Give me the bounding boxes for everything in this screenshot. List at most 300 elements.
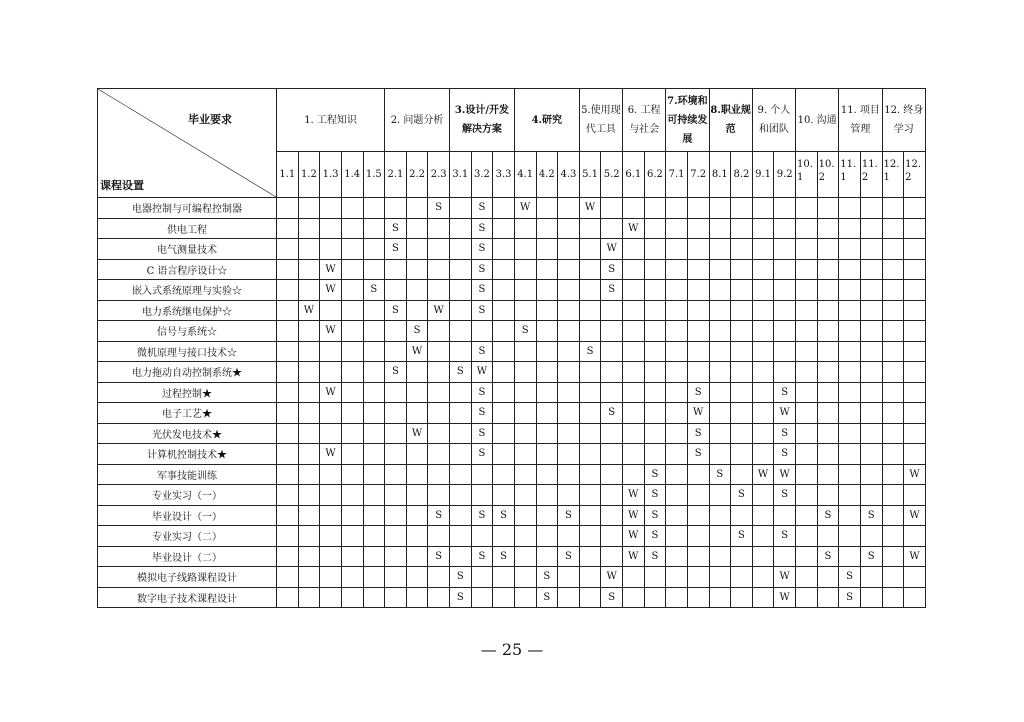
- support-level-cell: [320, 587, 342, 608]
- support-level-cell: S: [385, 218, 407, 239]
- support-level-cell: S: [471, 382, 493, 403]
- support-level-cell: [904, 280, 926, 301]
- support-level-cell: [839, 198, 861, 219]
- support-level-cell: [752, 526, 774, 547]
- support-level-cell: [731, 464, 753, 485]
- support-level-cell: [277, 280, 299, 301]
- support-level-cell: [363, 382, 385, 403]
- support-level-cell: [363, 485, 385, 506]
- support-level-cell: [904, 239, 926, 260]
- support-level-cell: [709, 321, 731, 342]
- support-level-cell: [752, 423, 774, 444]
- support-level-cell: [774, 239, 796, 260]
- support-level-cell: [731, 341, 753, 362]
- support-level-cell: [450, 321, 472, 342]
- support-level-cell: [341, 239, 363, 260]
- support-level-cell: [644, 423, 666, 444]
- support-level-cell: [860, 464, 882, 485]
- support-level-cell: [796, 280, 818, 301]
- support-level-cell: [817, 382, 839, 403]
- course-name-cell: 军事技能训练: [98, 464, 277, 485]
- support-level-cell: [514, 485, 536, 506]
- support-level-cell: S: [471, 259, 493, 280]
- support-level-cell: [687, 546, 709, 567]
- table-row: [98, 587, 926, 608]
- support-level-cell: [860, 362, 882, 383]
- support-level-cell: [341, 321, 363, 342]
- support-level-cell: W: [774, 403, 796, 424]
- course-name-cell: 毕业设计（二）: [98, 546, 277, 567]
- support-level-cell: [666, 341, 688, 362]
- support-level-cell: [666, 403, 688, 424]
- support-level-cell: W: [752, 464, 774, 485]
- support-level-cell: [536, 505, 558, 526]
- support-level-cell: [579, 362, 601, 383]
- support-level-cell: [731, 280, 753, 301]
- support-level-cell: [666, 567, 688, 588]
- support-level-cell: [882, 423, 904, 444]
- support-level-cell: [277, 341, 299, 362]
- support-level-cell: [623, 567, 645, 588]
- support-level-cell: [882, 218, 904, 239]
- support-level-cell: [579, 567, 601, 588]
- support-level-cell: [536, 280, 558, 301]
- support-level-cell: [904, 403, 926, 424]
- support-level-cell: [860, 444, 882, 465]
- support-level-cell: [385, 259, 407, 280]
- support-level-cell: [493, 300, 515, 321]
- requirement-sub-header: 4.2: [536, 152, 558, 198]
- support-level-cell: [450, 526, 472, 547]
- support-level-cell: [882, 259, 904, 280]
- support-level-cell: [709, 423, 731, 444]
- support-level-cell: [796, 259, 818, 280]
- table-row: [98, 567, 926, 588]
- table-row: [98, 362, 926, 383]
- support-level-cell: [558, 485, 580, 506]
- support-level-cell: [687, 505, 709, 526]
- support-level-cell: S: [860, 505, 882, 526]
- support-level-cell: [450, 259, 472, 280]
- table-row: [98, 444, 926, 465]
- support-level-cell: S: [493, 505, 515, 526]
- support-level-cell: [709, 198, 731, 219]
- requirement-group-header: 3.设计/开发解决方案: [450, 89, 515, 152]
- course-name-cell: 电力系统继电保护☆: [98, 300, 277, 321]
- support-level-cell: [493, 362, 515, 383]
- support-level-cell: [839, 300, 861, 321]
- requirement-sub-header: 1.4: [341, 152, 363, 198]
- support-level-cell: [731, 587, 753, 608]
- support-level-cell: [363, 464, 385, 485]
- support-level-cell: [363, 546, 385, 567]
- support-level-cell: [666, 321, 688, 342]
- support-level-cell: [536, 546, 558, 567]
- support-level-cell: [709, 300, 731, 321]
- support-level-cell: S: [471, 444, 493, 465]
- support-level-cell: [514, 280, 536, 301]
- course-name-cell: 电力拖动自动控制系统★: [98, 362, 277, 383]
- support-level-cell: [277, 362, 299, 383]
- support-level-cell: [428, 444, 450, 465]
- support-level-cell: [341, 464, 363, 485]
- support-level-cell: [450, 280, 472, 301]
- support-level-cell: [320, 567, 342, 588]
- support-level-cell: [882, 300, 904, 321]
- support-level-cell: [385, 464, 407, 485]
- support-level-cell: [709, 218, 731, 239]
- support-level-cell: [298, 341, 320, 362]
- requirement-sub-header: 3.2: [471, 152, 493, 198]
- support-level-cell: [774, 362, 796, 383]
- support-level-cell: S: [644, 526, 666, 547]
- support-level-cell: [428, 259, 450, 280]
- table-row: [98, 239, 926, 260]
- support-level-cell: [558, 423, 580, 444]
- support-level-cell: [450, 505, 472, 526]
- table-row: [98, 300, 926, 321]
- support-level-cell: [450, 300, 472, 321]
- support-level-cell: [623, 403, 645, 424]
- table-row: [98, 423, 926, 444]
- support-level-cell: [536, 485, 558, 506]
- support-level-cell: [904, 423, 926, 444]
- support-level-cell: [385, 382, 407, 403]
- support-level-cell: [666, 362, 688, 383]
- support-level-cell: [860, 300, 882, 321]
- support-level-cell: [666, 218, 688, 239]
- support-level-cell: [385, 587, 407, 608]
- support-level-cell: [709, 485, 731, 506]
- support-level-cell: [601, 505, 623, 526]
- support-level-cell: S: [406, 321, 428, 342]
- support-level-cell: [406, 280, 428, 301]
- support-level-cell: [298, 567, 320, 588]
- corner-label-courses: 课程设置: [100, 179, 144, 192]
- table-row: [98, 526, 926, 547]
- support-level-cell: S: [471, 546, 493, 567]
- support-level-cell: W: [406, 341, 428, 362]
- support-level-cell: [558, 362, 580, 383]
- support-level-cell: [709, 239, 731, 260]
- requirement-group-header: 5.使用现代工具: [579, 89, 622, 152]
- corner-header: [98, 89, 277, 198]
- support-level-cell: [774, 300, 796, 321]
- support-level-cell: [428, 218, 450, 239]
- support-level-cell: [601, 485, 623, 506]
- support-level-cell: [817, 587, 839, 608]
- support-level-cell: [709, 382, 731, 403]
- support-level-cell: [406, 587, 428, 608]
- support-level-cell: [277, 546, 299, 567]
- support-level-cell: [666, 280, 688, 301]
- support-level-cell: [904, 444, 926, 465]
- support-level-cell: [839, 403, 861, 424]
- course-name-cell: 电器控制与可编程控制器: [98, 198, 277, 219]
- requirement-group-header: 12. 终身学习: [882, 89, 926, 152]
- support-level-cell: [687, 485, 709, 506]
- support-level-cell: [514, 300, 536, 321]
- support-level-cell: [687, 300, 709, 321]
- requirement-group-header: 1. 工程知识: [277, 89, 385, 152]
- support-level-cell: [493, 321, 515, 342]
- table-row: [98, 341, 926, 362]
- support-level-cell: [428, 341, 450, 362]
- support-level-cell: S: [839, 587, 861, 608]
- course-name-cell: 模拟电子线路课程设计: [98, 567, 277, 588]
- requirement-sub-header: 1.1: [277, 152, 299, 198]
- support-level-cell: [860, 567, 882, 588]
- support-level-cell: [774, 546, 796, 567]
- support-level-cell: [493, 218, 515, 239]
- support-level-cell: [514, 341, 536, 362]
- support-level-cell: [774, 505, 796, 526]
- support-level-cell: [666, 198, 688, 219]
- support-level-cell: [428, 567, 450, 588]
- support-level-cell: [731, 198, 753, 219]
- support-level-cell: W: [320, 259, 342, 280]
- support-level-cell: [666, 546, 688, 567]
- support-level-cell: [298, 587, 320, 608]
- requirement-sub-header: 5.2: [601, 152, 623, 198]
- support-level-cell: [644, 239, 666, 260]
- support-level-cell: [774, 280, 796, 301]
- support-level-cell: [450, 485, 472, 506]
- support-level-cell: [709, 444, 731, 465]
- support-level-cell: [882, 505, 904, 526]
- support-level-cell: W: [406, 423, 428, 444]
- support-level-cell: [644, 198, 666, 219]
- support-level-cell: W: [623, 505, 645, 526]
- support-level-cell: [644, 403, 666, 424]
- support-level-cell: [428, 587, 450, 608]
- support-level-cell: [579, 485, 601, 506]
- support-level-cell: [839, 485, 861, 506]
- support-level-cell: [579, 423, 601, 444]
- support-level-cell: [623, 198, 645, 219]
- support-level-cell: [882, 444, 904, 465]
- support-level-cell: [320, 505, 342, 526]
- support-level-cell: [579, 505, 601, 526]
- support-level-cell: [406, 464, 428, 485]
- support-level-cell: [882, 198, 904, 219]
- support-level-cell: [860, 280, 882, 301]
- support-level-cell: [277, 444, 299, 465]
- requirement-group-header: 4.研究: [514, 89, 579, 152]
- support-level-cell: [623, 423, 645, 444]
- support-level-cell: [731, 403, 753, 424]
- support-level-cell: [904, 587, 926, 608]
- support-level-cell: [817, 362, 839, 383]
- support-level-cell: S: [774, 382, 796, 403]
- support-level-cell: [363, 505, 385, 526]
- requirement-group-header: 10. 沟通: [796, 89, 839, 152]
- support-level-cell: [623, 280, 645, 301]
- support-level-cell: [385, 505, 407, 526]
- table-row: [98, 321, 926, 342]
- support-level-cell: [406, 218, 428, 239]
- support-level-cell: [839, 218, 861, 239]
- support-level-cell: [817, 403, 839, 424]
- support-level-cell: [666, 382, 688, 403]
- support-level-cell: [579, 218, 601, 239]
- support-level-cell: W: [623, 485, 645, 506]
- support-level-cell: S: [774, 423, 796, 444]
- table-row: [98, 259, 926, 280]
- support-level-cell: S: [450, 362, 472, 383]
- page-number: — 25 —: [480, 640, 544, 659]
- support-level-cell: [644, 567, 666, 588]
- support-level-cell: S: [471, 198, 493, 219]
- support-level-cell: [558, 198, 580, 219]
- support-level-cell: S: [428, 546, 450, 567]
- support-level-cell: [536, 444, 558, 465]
- course-name-cell: 计算机控制技术★: [98, 444, 277, 465]
- support-level-cell: [817, 239, 839, 260]
- support-level-cell: [579, 546, 601, 567]
- course-requirement-matrix: [97, 88, 926, 608]
- support-level-cell: [882, 526, 904, 547]
- support-level-cell: S: [774, 526, 796, 547]
- support-level-cell: W: [687, 403, 709, 424]
- support-level-cell: [298, 423, 320, 444]
- support-level-cell: [666, 464, 688, 485]
- support-level-cell: [839, 526, 861, 547]
- support-level-cell: [774, 259, 796, 280]
- support-level-cell: [341, 382, 363, 403]
- support-level-cell: [341, 567, 363, 588]
- support-level-cell: [882, 280, 904, 301]
- support-level-cell: [709, 546, 731, 567]
- support-level-cell: [687, 341, 709, 362]
- course-name-cell: 嵌入式系统原理与实验☆: [98, 280, 277, 301]
- course-name-cell: 毕业设计（一）: [98, 505, 277, 526]
- support-level-cell: [385, 198, 407, 219]
- support-level-cell: [579, 587, 601, 608]
- support-level-cell: [385, 526, 407, 547]
- support-level-cell: S: [687, 423, 709, 444]
- support-level-cell: W: [774, 464, 796, 485]
- support-level-cell: [839, 444, 861, 465]
- table-row: [98, 403, 926, 424]
- table-row: [98, 382, 926, 403]
- requirement-sub-header: 3.3: [493, 152, 515, 198]
- requirement-sub-header: 1.2: [298, 152, 320, 198]
- support-level-cell: [796, 423, 818, 444]
- requirement-sub-header: 2.1: [385, 152, 407, 198]
- support-level-cell: [385, 423, 407, 444]
- support-level-cell: S: [471, 300, 493, 321]
- support-level-cell: [536, 218, 558, 239]
- support-level-cell: [385, 444, 407, 465]
- support-level-cell: [385, 485, 407, 506]
- support-level-cell: S: [601, 403, 623, 424]
- support-level-cell: [536, 259, 558, 280]
- support-level-cell: [731, 444, 753, 465]
- support-level-cell: [882, 239, 904, 260]
- support-level-cell: [493, 423, 515, 444]
- course-name-cell: 光伏发电技术★: [98, 423, 277, 444]
- support-level-cell: [882, 362, 904, 383]
- support-level-cell: [298, 485, 320, 506]
- support-level-cell: W: [579, 198, 601, 219]
- support-level-cell: [623, 444, 645, 465]
- support-level-cell: [341, 485, 363, 506]
- support-level-cell: [623, 362, 645, 383]
- course-name-cell: 电子工艺★: [98, 403, 277, 424]
- support-level-cell: [341, 218, 363, 239]
- support-level-cell: [277, 567, 299, 588]
- support-level-cell: [320, 198, 342, 219]
- support-level-cell: [774, 321, 796, 342]
- support-level-cell: [471, 567, 493, 588]
- support-level-cell: [709, 505, 731, 526]
- support-level-cell: [363, 321, 385, 342]
- support-level-cell: W: [601, 567, 623, 588]
- support-level-cell: [752, 382, 774, 403]
- support-level-cell: [817, 259, 839, 280]
- support-level-cell: [471, 464, 493, 485]
- support-level-cell: [298, 218, 320, 239]
- support-level-cell: [406, 259, 428, 280]
- support-level-cell: S: [536, 587, 558, 608]
- support-level-cell: [601, 300, 623, 321]
- support-level-cell: [320, 464, 342, 485]
- support-level-cell: [277, 485, 299, 506]
- support-level-cell: W: [298, 300, 320, 321]
- support-level-cell: [298, 239, 320, 260]
- support-level-cell: [493, 587, 515, 608]
- support-level-cell: [774, 218, 796, 239]
- support-level-cell: [471, 587, 493, 608]
- support-level-cell: [277, 259, 299, 280]
- support-level-cell: [601, 218, 623, 239]
- support-level-cell: [558, 341, 580, 362]
- corner-label-requirements: 毕业要求: [188, 113, 232, 126]
- support-level-cell: [839, 464, 861, 485]
- support-level-cell: [406, 526, 428, 547]
- support-level-cell: S: [774, 485, 796, 506]
- support-level-cell: [817, 567, 839, 588]
- support-level-cell: S: [687, 444, 709, 465]
- support-level-cell: [471, 321, 493, 342]
- support-level-cell: [817, 300, 839, 321]
- support-level-cell: [277, 321, 299, 342]
- support-level-cell: [709, 567, 731, 588]
- support-level-cell: S: [471, 239, 493, 260]
- support-level-cell: W: [623, 526, 645, 547]
- support-level-cell: [320, 403, 342, 424]
- support-level-cell: [493, 567, 515, 588]
- support-level-cell: [601, 321, 623, 342]
- support-level-cell: [536, 362, 558, 383]
- support-level-cell: [882, 464, 904, 485]
- support-level-cell: [752, 587, 774, 608]
- support-level-cell: [601, 198, 623, 219]
- support-level-cell: [450, 239, 472, 260]
- support-level-cell: [536, 423, 558, 444]
- support-level-cell: S: [471, 218, 493, 239]
- support-level-cell: [687, 567, 709, 588]
- support-level-cell: S: [493, 546, 515, 567]
- support-level-cell: [752, 546, 774, 567]
- support-level-cell: [796, 444, 818, 465]
- support-level-cell: [385, 321, 407, 342]
- support-level-cell: [514, 403, 536, 424]
- support-level-cell: [514, 218, 536, 239]
- support-level-cell: [904, 567, 926, 588]
- support-level-cell: S: [536, 567, 558, 588]
